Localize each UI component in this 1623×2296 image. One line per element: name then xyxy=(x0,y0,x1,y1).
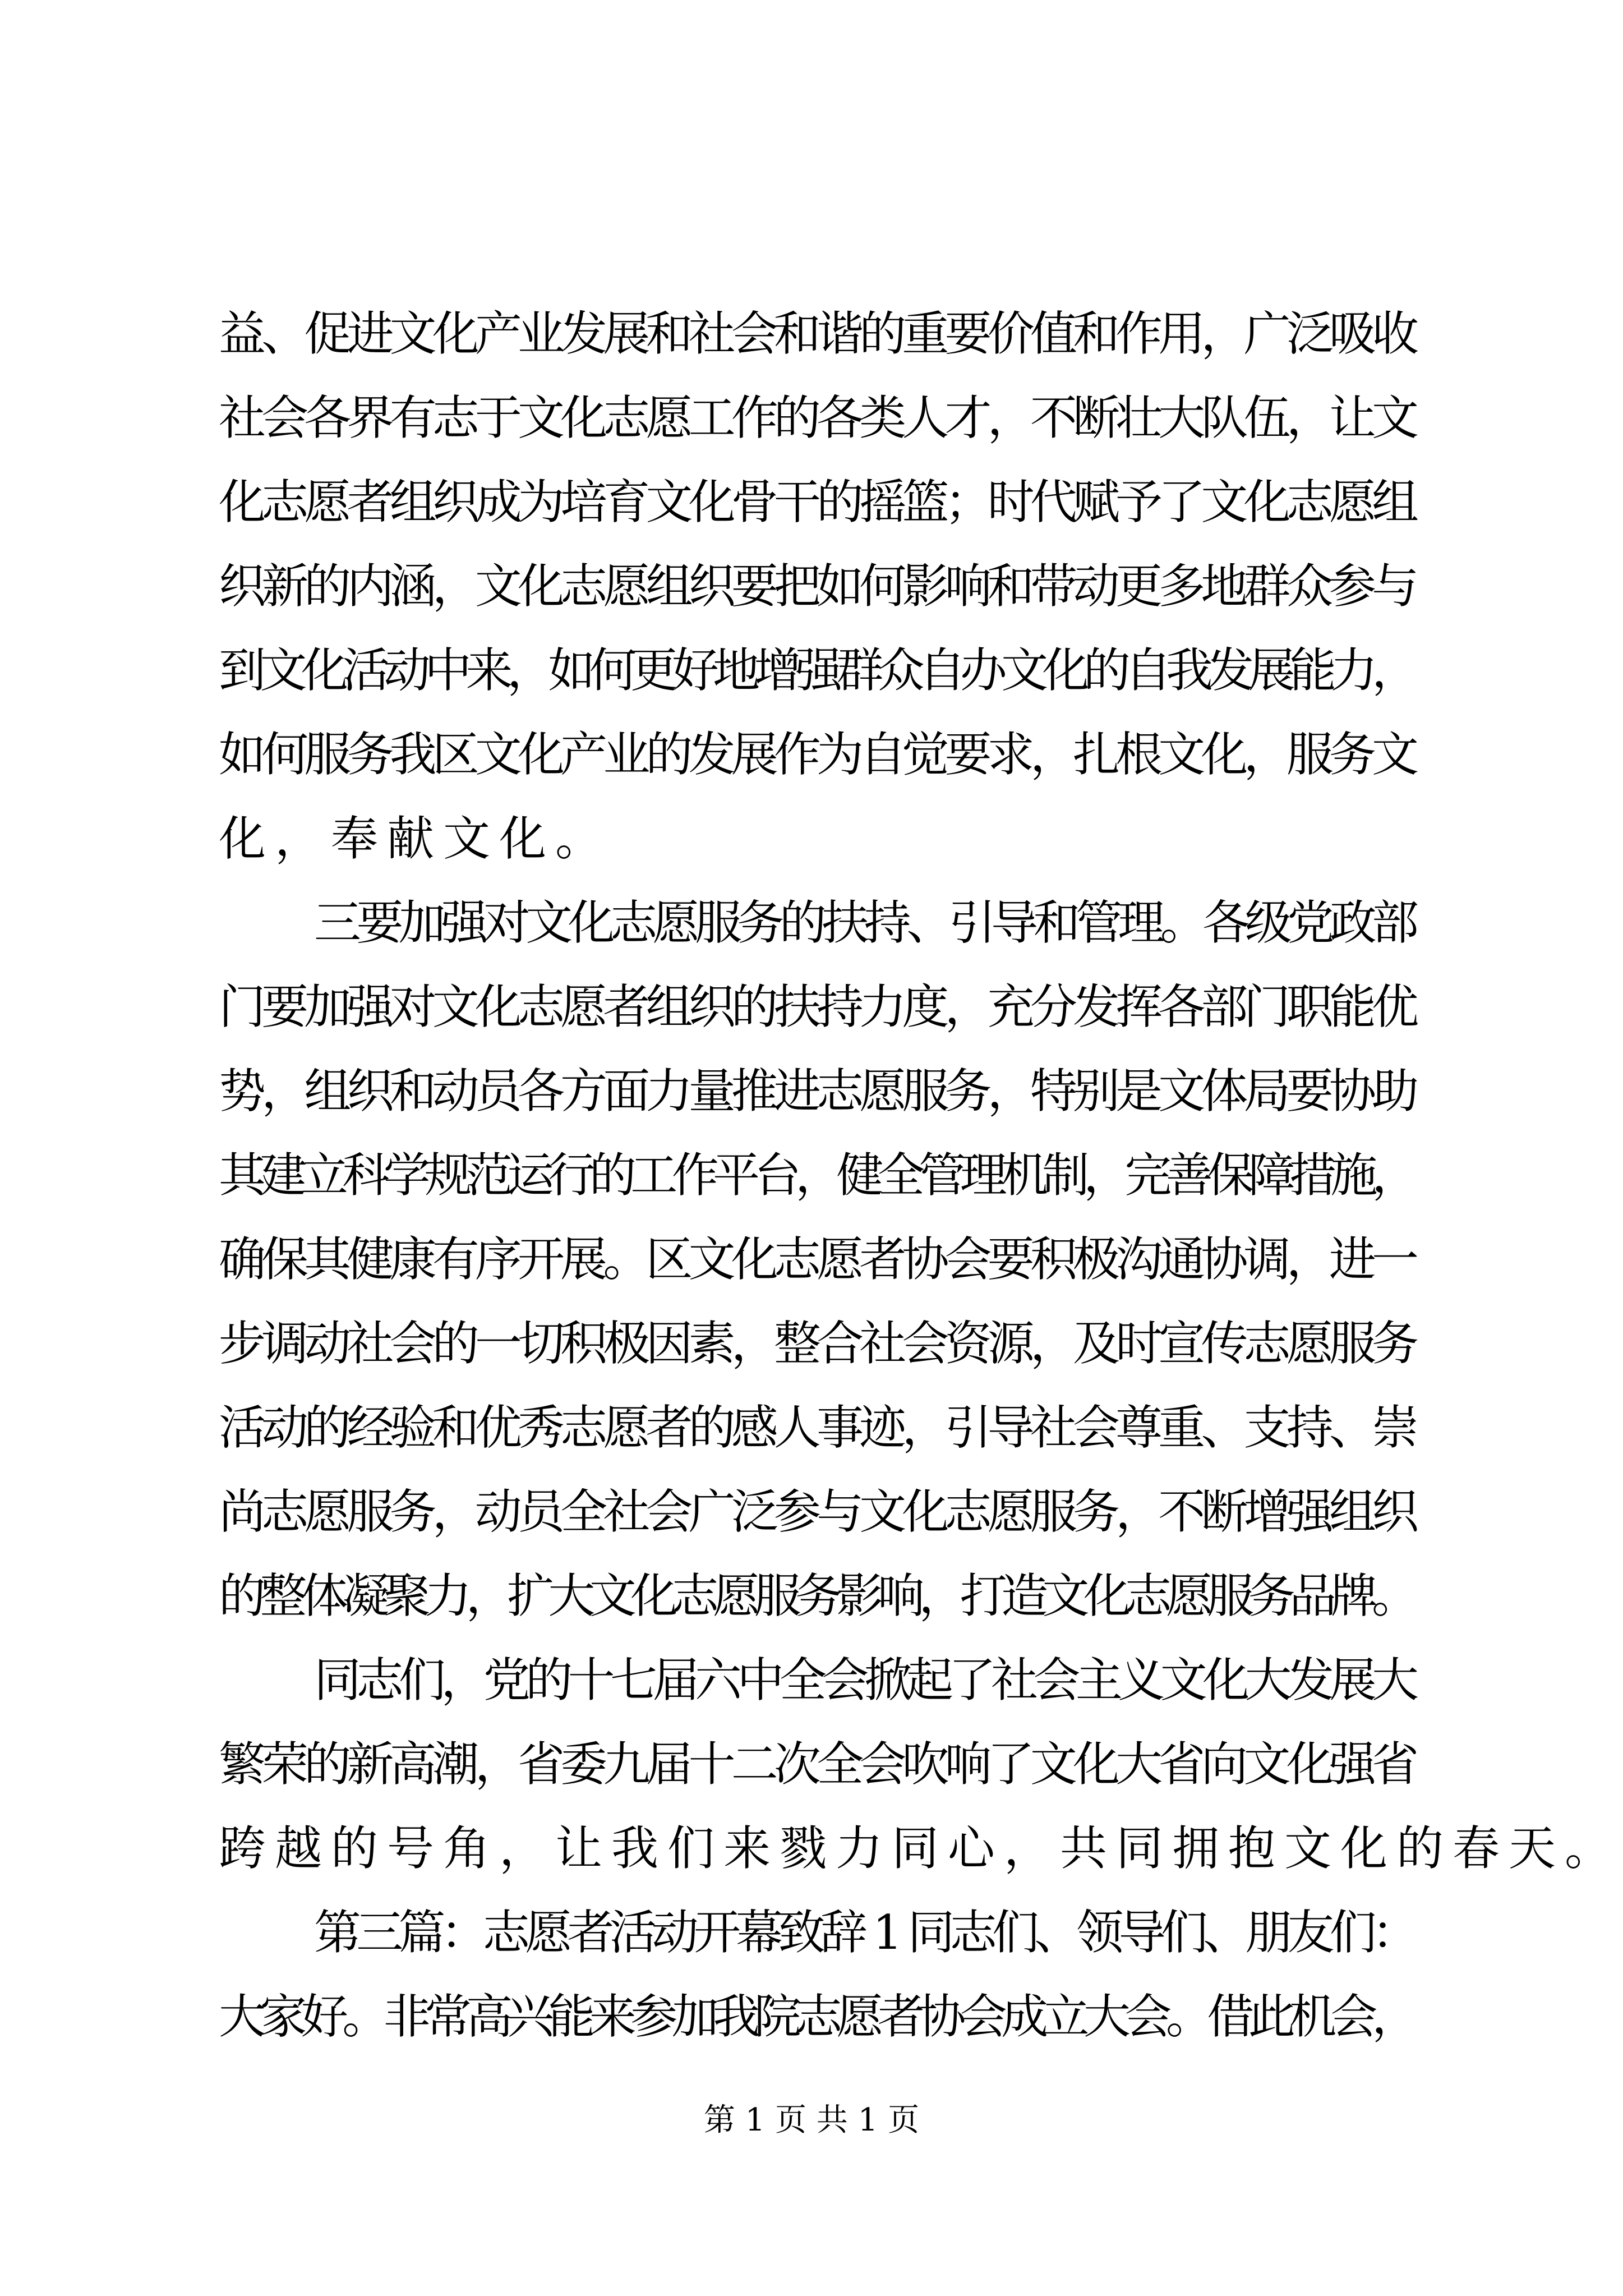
text-line: 社会各界有志于文化志愿工作的各类人才，不断壮大队伍，让文 xyxy=(219,390,1415,445)
text-line: 大家好。非常高兴能来参加我院志愿者协会成立大会。借此机会， xyxy=(219,1989,1413,2044)
text-line: 势，组织和动员各方面力量推进志愿服务，特别是文体局要协助 xyxy=(219,1064,1415,1119)
text-line: 门要加强对文化志愿者组织的扶持力度，充分发挥各部门职能优 xyxy=(219,979,1415,1034)
text-line: 活动的经验和优秀志愿者的感人事迹，引导社会尊重、支持、崇 xyxy=(219,1400,1415,1455)
text-line: 尚志愿服务，动员全社会广泛参与文化志愿服务，不断增强组织 xyxy=(219,1484,1415,1539)
text-line: 如何服务我区文化产业的发展作为自觉要求，扎根文化，服务文 xyxy=(219,727,1415,782)
text-line: 益、促进文化产业发展和社会和谐的重要价值和作用，广泛吸收 xyxy=(219,306,1415,361)
text-line: 化志愿者组织成为培育文化骨干的摇篮；时代赋予了文化志愿组 xyxy=(219,475,1415,530)
text-line: 跨越的号角，让我们来戮力同心，共同拥抱文化的春天。 xyxy=(219,1821,1621,1876)
text-line: 到文化活动中来，如何更好地增强群众自办文化的自我发展能力， xyxy=(219,643,1413,698)
text-line: 步调动社会的一切积极因素，整合社会资源，及时宣传志愿服务 xyxy=(219,1316,1415,1371)
text-line: 织新的内涵，文化志愿组织要把如何影响和带动更多地群众参与 xyxy=(219,559,1415,614)
text-line: 的整体凝聚力，扩大文化志愿服务影响，打造文化志愿服务品牌。 xyxy=(219,1568,1413,1623)
paragraph-first-line: 第三篇：志愿者活动开幕致辞 1 同志们、领导们、朋友们： xyxy=(314,1905,1414,1960)
text-line: 繁荣的新高潮，省委九届十二次全会吹响了文化大省向文化强省 xyxy=(219,1737,1415,1792)
text-line: 其建立科学规范运行的工作平台，健全管理机制，完善保障措施， xyxy=(219,1148,1413,1203)
paragraph-first-line: 同志们，党的十七届六中全会掀起了社会主义文化大发展大 xyxy=(314,1653,1414,1708)
page-footer: 第 1 页 共 1 页 xyxy=(703,2102,920,2138)
paragraph-first-line: 三要加强对文化志愿服务的扶持、引导和管理。各级党政部 xyxy=(314,895,1414,950)
text-line: 化，奉献文化。 xyxy=(219,811,612,866)
text-line: 确保其健康有序开展。区文化志愿者协会要积极沟通协调，进一 xyxy=(219,1232,1415,1287)
